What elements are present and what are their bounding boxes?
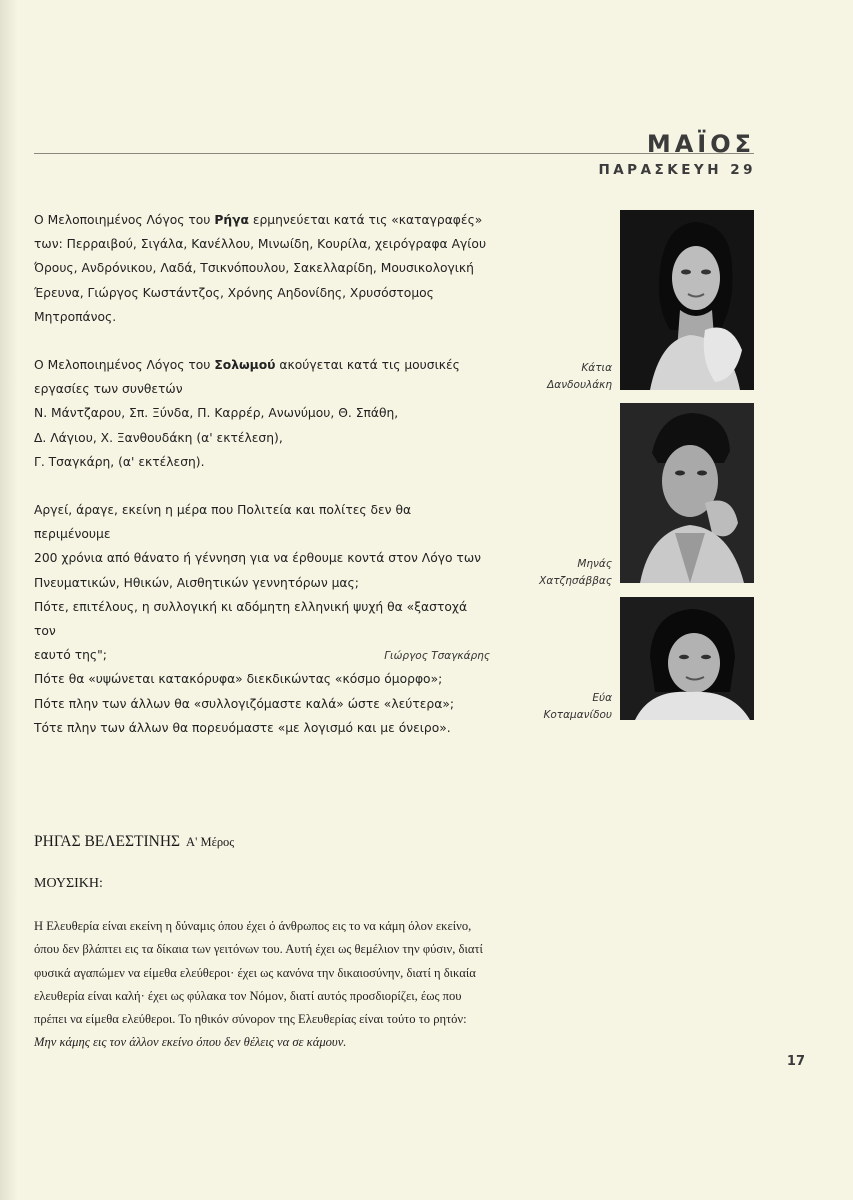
freedom-quote — [34, 915, 489, 1055]
p2-line: εργασίες των συνθετών — [34, 382, 183, 397]
p2-post: ακούγεται κατά τις μουσικές — [275, 358, 460, 373]
portrait-caption — [520, 556, 612, 590]
caption-line: Κάτια — [581, 362, 612, 374]
caption-line: Κοταμανίδου — [543, 709, 612, 721]
portrait-photo — [620, 210, 754, 390]
portrait-image — [620, 597, 754, 720]
header-rule — [34, 153, 754, 154]
portrait-photo — [620, 597, 754, 720]
p3-line: Πότε, επιτέλους, η συλλογική κι αδόμητη ελληνική ψυχή θα «ξαστοχά τον — [34, 599, 468, 639]
p2-line: Ν. Μάντζαρου, Σπ. Ξύνδα, Π. Καρρέρ, Ανωνύμου, Θ. Σπάθη, — [34, 406, 399, 421]
portrait-caption — [520, 360, 612, 394]
day-heading: ΠΑΡΑΣΚΕΥΗ 29 — [598, 162, 756, 178]
quote-text: Η Ελευθερία είναι εκείνη η δύναμις όπου έχει ό άνθρωπος εις το να κάμη όλον εκείνο, όπου δεν βλάπτει εις τα δίκαια των γειτόνων του. Αυτή έχει ως θεμέλιον την φύσιν, διατί φυσικά αγαπώμεν να είμεθα ελεύθεροι· έχει ως κανόνα την δικαιοσύνην, διατί η δικαία ελευθερία είναι καλή· έχει ως φύλακα τον Νόμον, διατί αυτός προσδιορίζει, έως που πρέπει να είμεθα ελεύθεροι. Το ηθικόν σύνορον της Ελευθερίας είναι τούτο το ρητόν: — [34, 919, 483, 1027]
p1-pre: Ο Μελοποιημένος Λόγος του — [34, 213, 215, 227]
signature: Γιώργος Τσαγκάρης — [384, 650, 490, 662]
p2-line: Δ. Λάγιου, Χ. Ξανθουδάκη (α' εκτέλεση), — [34, 430, 283, 445]
caption-line: Μηνάς — [577, 558, 612, 570]
section-title — [34, 833, 234, 851]
paragraph-rigas — [34, 208, 489, 329]
page-edge-shade — [0, 0, 18, 1200]
p2-line: Γ. Τσαγκάρη, (α' εκτέλεση). — [34, 454, 205, 469]
paragraph-questions — [34, 498, 489, 740]
caption-line: Δανδουλάκη — [547, 379, 612, 391]
p1-post: ερμηνεύεται κατά τις «καταγραφές» των: Περραιβού, Σιγάλα, Κανέλλου, Μινωίδη, Κουρίλα, χειρόγραφα Αγίου Όρους, Ανδρόνικου, Λαδά, Τσικνόπουλου, Σακελλαρίδη, Μουσικολογική Έρευνα, Γιώργος Κωστάντζος, Χρόνης Αηδονίδης, Χρυσόστομος Μητροπάνος. — [34, 213, 487, 324]
p3-line: Αργεί, άραγε, εκείνη η μέρα που Πολιτεία και πολίτες δεν θα περιμένουμε — [34, 503, 412, 542]
portrait-photo — [620, 403, 754, 583]
p3-line: Πνευματικών, Ηθικών, Αισθητικών γεννητόρων μας; — [34, 575, 359, 590]
portrait-image — [620, 210, 754, 390]
p3-line: 200 χρόνια από θάνατο ή γέννηση για να έρθουμε κοντά στον Λόγο των — [34, 551, 481, 566]
p3-line: εαυτό της"; — [34, 648, 107, 663]
p3-line: Πότε θα «υψώνεται κατακόρυφα» διεκδικώντας «κόσμο όμορφο»; — [34, 672, 443, 687]
caption-line: Χατζησάββας — [539, 575, 612, 587]
music-subhead: ΜΟΥΣΙΚΗ: — [34, 876, 103, 891]
main-text — [34, 208, 489, 764]
p2-pre: Ο Μελοποιημένος Λόγος του — [34, 358, 215, 373]
p3-line: Τότε πλην των άλλων θα πορευόμαστε «με λογισμό και με όνειρο». — [34, 720, 451, 735]
month-heading: ΜΑΪΟΣ — [646, 130, 755, 158]
paragraph-solomos — [34, 353, 489, 474]
portrait-caption — [520, 690, 612, 724]
section-part: Α' Μέρος — [186, 835, 235, 849]
section-title-text: ΡΗΓΑΣ ΒΕΛΕΣΤΙΝΗΣ — [34, 833, 181, 850]
portrait-image — [620, 403, 754, 583]
page-number: 17 — [786, 1054, 805, 1069]
p2-bold: Σολωμού — [214, 358, 276, 373]
quote-italic: Μην κάμης εις τον άλλον εκείνο όπου δεν θέλεις να σε κάμουν. — [34, 1035, 347, 1050]
p3-line: Πότε πλην των άλλων θα «συλλογιζόμαστε καλά» ώστε «λεύτερα»; — [34, 696, 454, 711]
p1-bold: Ρήγα — [214, 213, 249, 227]
caption-line: Εύα — [592, 692, 612, 704]
